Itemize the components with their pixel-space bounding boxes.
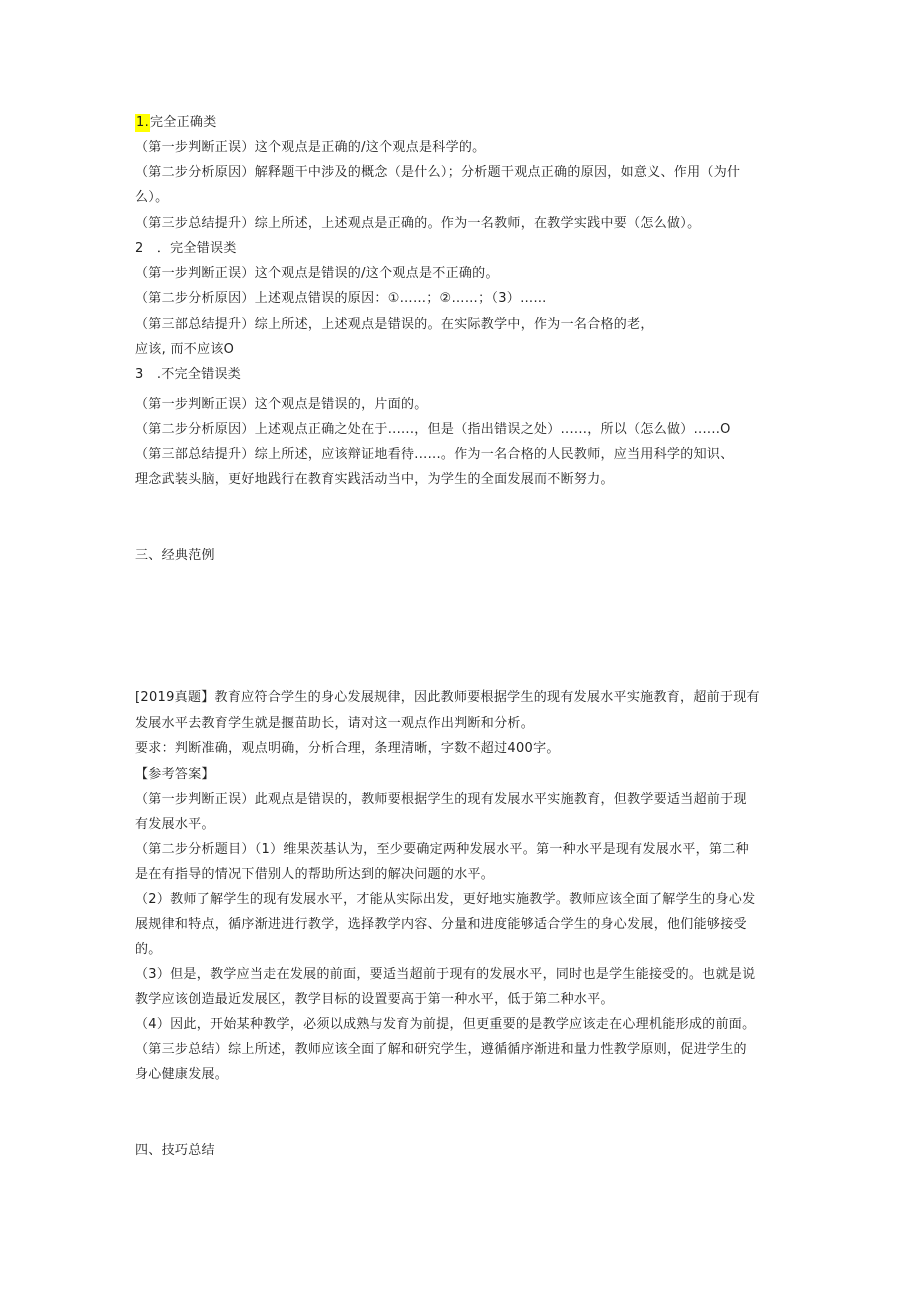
example-line-6: 有发展水平。 (135, 817, 215, 832)
example-line-13: 教学应该创造最近发展区，教学目标的设置要高于第一种水平，低于第二种水平。 (135, 992, 614, 1007)
example-line-7: （第二步分析题目）（1）维果茨基认为，至少要确定两种发展水平。第一种水平是现有发展水平，第二种 (135, 842, 749, 857)
item1-line-2: （第二步分析原因）解释题干中涉及的概念（是什么）；分析题干观点正确的原因，如意义、作用（为什 (135, 165, 741, 180)
item3-line-4: 理念武装头脑，更好地践行在教育实践活动当中，为学生的全面发展而不断努力。 (135, 472, 614, 487)
example-line-11: 的。 (135, 942, 162, 957)
item2-line-1: （第一步判断正误）这个观点是错误的/这个观点是不正确的。 (135, 266, 499, 281)
section3-title: 三、经典范例 (135, 548, 215, 563)
item1-line-3: 么）。 (135, 190, 169, 205)
item3-heading: 3 .不完全错误类 (135, 367, 242, 382)
example-line-3: 要求：判断准确，观点明确，分析合理，条理清晰，字数不超过400字。 (135, 741, 560, 756)
section4-title: 四、技巧总结 (135, 1143, 215, 1158)
example-line-10: 展规律和特点，循序渐进进行教学，选择教学内容、分量和进度能够适合学生的身心发展，他们能够接受 (135, 917, 747, 932)
item1-number: 1. (136, 115, 150, 130)
example-line-16: 身心健康发展。 (135, 1067, 229, 1082)
example-line-14: （4）因此，开始某种教学，必须以成熟与发育为前提，但更重要的是教学应该走在心理机能形成的前面。 (135, 1017, 756, 1032)
example-line-9: （2）教师了解学生的现有发展水平，才能从实际出发，更好地实施教学。教师应该全面了解学生的身心发 (135, 892, 756, 907)
item2-heading: 2 ．完全错误类 (135, 241, 237, 256)
example-line-8: 是在有指导的情况下借别人的帮助所达到的解决问题的水平。 (135, 867, 495, 882)
item2-line-4: 应该, 而不应该O (135, 342, 235, 357)
example-line-4: 【参考答案】 (135, 767, 215, 782)
item2-line-3: （第三部总结提升）综上所述，上述观点是错误的。在实际教学中，作为一名合格的老， (135, 317, 654, 332)
example-line-1: [2019真题】教育应符合学生的身心发展规律，因此教师要根据学生的现有发展水平实施教育，超前于现有 (135, 690, 760, 705)
item3-line-2: （第二步分析原因）上述观点正确之处在于......，但是（指出错误之处）......，所以（怎么做）......O (135, 422, 731, 437)
item1-line-4: （第三步总结提升）综上所述，上述观点是正确的。作为一名教师，在教学实践中要（怎么做）。 (135, 216, 701, 231)
example-line-5: （第一步判断正误）此观点是错误的，教师要根据学生的现有发展水平实施教育，但教学要适当超前于现 (135, 792, 747, 807)
example-line-15: （第三步总结）综上所述，教师应该全面了解和研究学生，遵循循序渐进和量力性教学原则，促进学生的 (135, 1042, 747, 1057)
item3-line-3: （第三部总结提升）综上所述，应该辩证地看待......。作为一名合格的人民教师，应当用科学的知识、 (135, 447, 734, 462)
item2-line-2: （第二步分析原因）上述观点错误的原因：①……；②……；（3）…… (135, 291, 547, 306)
example-line-2: 发展水平去教育学生就是揠苗助长，请对这一观点作出判断和分析。 (135, 716, 535, 731)
item1-line-1: （第一步判断正误）这个观点是正确的/这个观点是科学的。 (135, 140, 486, 155)
item1-title: 完全正确类 (150, 115, 217, 130)
item1-heading (135, 114, 217, 132)
example-line-12: （3）但是，教学应当走在发展的前面，要适当超前于现有的发展水平，同时也是学生能接受的。也就是说 (135, 967, 756, 982)
item3-line-1: （第一步判断正误）这个观点是错误的，片面的。 (135, 397, 428, 412)
